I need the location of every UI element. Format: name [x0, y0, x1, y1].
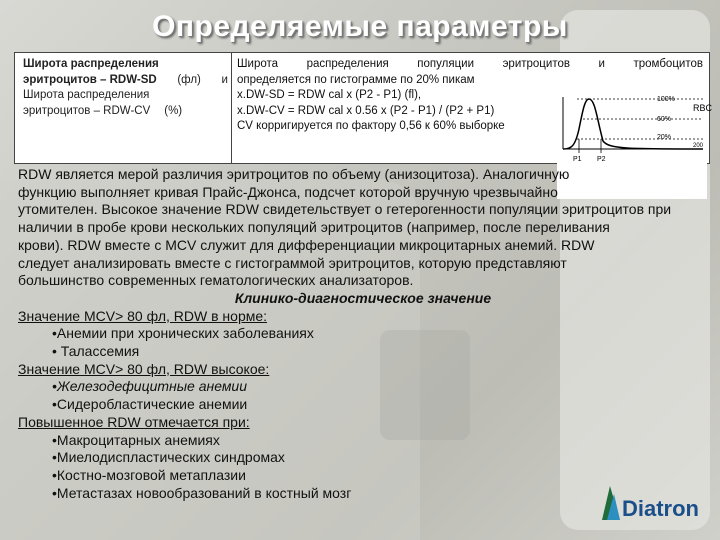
body-line: крови). RDW вместе с MCV служит для дифференциации микроцитарных анемий. RDW: [18, 236, 595, 253]
column-divider: [231, 53, 232, 163]
param-rdw-sd: эритроцитов – RDW-SD: [23, 73, 157, 86]
main-text: [18, 166, 708, 502]
list-item: •Макроцитарных анемиях: [52, 431, 220, 448]
list-item: •Метастазах новообразований в костный мозг: [52, 484, 352, 501]
label-20: 20%: [657, 134, 672, 141]
list-item: •Анемии при хронических заболеваниях: [52, 325, 314, 342]
body-line: наличии в пробе крови нескольких популяций эритроцитов (например, после переливания: [18, 219, 610, 236]
formula-sd: x.DW-SD = RDW cal x (P2 - P1) (fl),: [237, 89, 422, 101]
list-item: •Сидеробластические анемии: [52, 396, 248, 413]
section-heading: Клинико-диагностическое значение: [234, 289, 492, 306]
body-line: большинство современных гематологических анализаторов.: [18, 272, 414, 289]
label-100: 100%: [657, 96, 675, 103]
formula-note: CV корригируется по фактору 0,56 к 60% выборке: [237, 120, 505, 132]
body-line: утомителен. Высокое значение RDW свидетельствует о гетерогенности популяции эритроцитов при: [18, 201, 672, 218]
parameters-list: [23, 57, 228, 119]
formula-line-1: Широта распределения популяции эритроцитов и тромбоцитов: [237, 58, 703, 70]
list-item: •Железодефицитные анемии: [52, 378, 247, 395]
label-60: 60%: [657, 116, 672, 123]
label-200: 200: [693, 143, 704, 149]
list-item: • Талассемия: [52, 343, 140, 360]
list-item: •Миелодиспластических синдромах: [52, 449, 285, 466]
logo-text: Diatron: [622, 496, 699, 521]
label-p1: P1: [573, 156, 582, 163]
param-label: Широта распределения: [23, 89, 150, 101]
parameters-box: [14, 52, 713, 164]
param-rdw-cv: эритроцитов – RDW-CV: [23, 104, 151, 117]
diatron-logo: [598, 480, 710, 526]
formula-cv: x.DW-CV = RDW cal x 0.56 x (P2 - P1) / (P2 + P1): [237, 104, 495, 117]
page-title: Определяемые параметры: [152, 10, 568, 43]
group-heading: Значение MCV> 80 фл, RDW в норме:: [18, 307, 268, 324]
list-item: •Костно-мозговой метаплазии: [52, 466, 246, 483]
body-line: функцию выполняет кривая Прайс-Джонса, подсчет которой вручную чрезвычайно: [18, 183, 558, 200]
body-line: следует анализировать вместе с гистограммой эритроцитов, которую представляют: [18, 254, 567, 271]
label-p2: P2: [597, 156, 606, 163]
formula-line-2: определяется по гистограмме по 20% пикам: [237, 73, 475, 86]
body-line: RDW является мерой различия эритроцитов по объему (анизоцитоза). Аналогичную: [18, 166, 570, 182]
unit-fl: (фл): [177, 73, 201, 86]
unit-percent: (%): [164, 104, 183, 117]
conjunction: и: [221, 73, 228, 86]
group-heading: Значение MCV> 80 фл, RDW высокое:: [18, 360, 270, 377]
label-rbc: RBC: [693, 103, 713, 113]
param-label: Широта распределения: [23, 58, 159, 70]
group-heading: Повышенное RDW отмечается при:: [18, 413, 250, 430]
